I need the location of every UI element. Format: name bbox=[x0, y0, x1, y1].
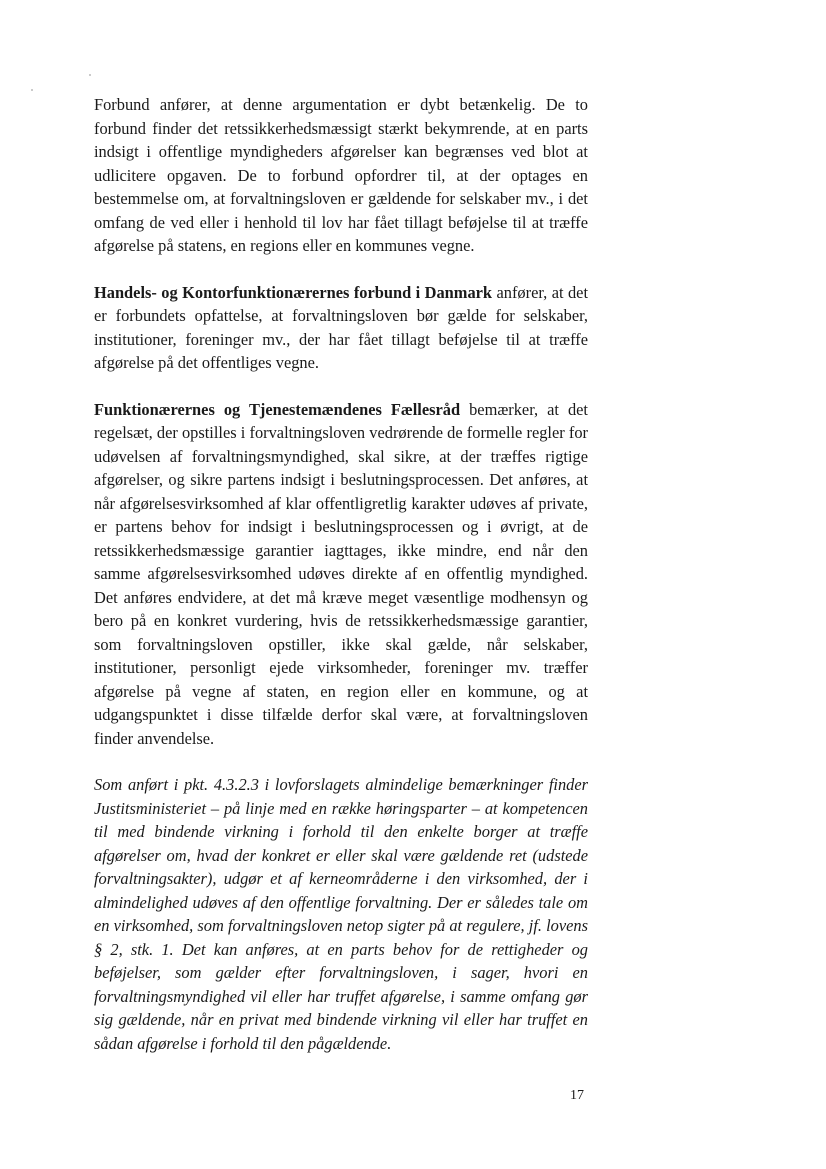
paragraph-text: bemærker, at det regelsæt, der opstilles i forvaltningsloven vedrørende de formelle regler for udøvelsen af forvaltningsmyndighed, skal sikre, at der træffes rigtige afgørelser, og sikre partens indsigt i beslutningsprocessen. Det anføres, at når afgørelsesvirksomhed af klar offentligretlig karakter udøves af private, er partens behov for indsigt i beslutningsprocessen og i øvrigt, at de retssikkerhedsmæssige garantier iagttages, ikke mindre, end når den samme afgørelsesvirksomhed udøves direkte af en offentlig myndighed. Det anføres endvidere, at det må kræve meget væsentlige modhensyn og bero på en konkret vurdering, hvis de retssikkerhedsmæssige garantier, som forvaltningsloven opstiller, ikke skal gælde, når selskaber, institutioner, personligt ejede virksomheder, foreninger mv. træffer afgørelse på vegne af staten, en region eller en kommune, og at udgangspunktet i disse tilfælde derfor skal være, at forvaltningsloven finder anvendelse. bbox=[94, 399, 588, 748]
paragraph-text: Forbund anfører, at denne argumentation er dybt betænkelig. De to forbund finder det retssikkerhedsmæssigt stærkt bekymrende, at en parts indsigt i offentlige myndigheders afgørelser kan begrænses ved blot at udlicitere opgaven. De to forbund opfordrer til, at der optages en bestemmelse om, at forvaltningsloven er gældende for selskaber mv., i det omfang de ved eller i henhold til lov har fået tillagt beføjelse til at træffe afgørelse på statens, en regions eller en kommunes vegne. bbox=[94, 95, 588, 255]
paragraph-ftf bbox=[94, 398, 588, 751]
organization-name: Handels- og Kontorfunktionærernes forbund i Danmark bbox=[94, 282, 493, 302]
paragraph-text: anfører, at det er forbundets opfattelse, at forvaltningsloven bør gælde for selskaber, institutioner, foreninger mv., der har fået tillagt beføjelse til at træffe afgørelse på det offentliges vegne. bbox=[94, 282, 588, 372]
paragraph-justitsministeriet-comment bbox=[94, 773, 588, 1055]
organization-name: Funktionærernes og Tjenestemændenes Fællesråd bbox=[94, 399, 461, 419]
scan-speck bbox=[89, 74, 91, 76]
paragraph-hk-danmark bbox=[94, 281, 588, 375]
page-body bbox=[94, 93, 588, 1055]
paragraph-text: Som anført i pkt. 4.3.2.3 i lovforslagets almindelige bemærkninger finder Justitsministeriet – på linje med en række høringsparter – at kompetencen til med bindende virkning i forhold til den enkelte borger at træffe afgørelser om, hvad der konkret er eller skal være gældende ret (udstede forvaltningsakter), udgør et af kerneområderne i den virksomhed, der i almindelighed udøves af den offentlige forvaltning. Der er således tale om en virksomhed, som forvaltningsloven netop sigter på at regulere, jf. lovens § 2, stk. 1. Det kan anføres, at en parts behov for de rettigheder og beføjelser, som gælder efter forvaltningsloven, i sager, hvori en forvaltningsmyndighed vil eller har truffet afgørelse, i samme omfang gør sig gældende, når en privat med bindende virkning vil eller har truffet en sådan afgørelse i forhold til den pågældende. bbox=[94, 775, 588, 1053]
paragraph-forbund-argumentation bbox=[94, 93, 588, 258]
page-number: 17 bbox=[570, 1088, 584, 1103]
scan-speck bbox=[31, 89, 33, 91]
